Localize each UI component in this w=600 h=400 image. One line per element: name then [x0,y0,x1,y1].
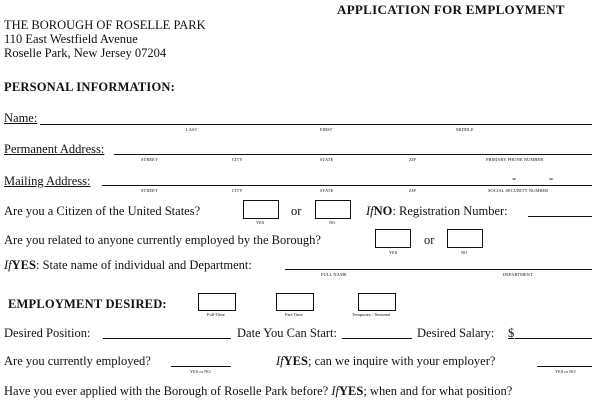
related-yes-label: YES [389,250,398,255]
related-sub-full-name: FULL NAME [321,272,347,277]
name-sub-first: FIRST [320,127,333,132]
perm-sub-city: CITY [232,157,243,162]
citizen-or: or [291,204,302,218]
related-question: Are you related to anyone currently employed by the Borough? [4,233,321,247]
mail-sub-state: STATE [320,188,334,193]
perm-sub-phone: PRIMARY PHONE NUMBER [486,157,544,162]
desired-position-label: Desired Position: [4,326,91,340]
desired-salary-field[interactable] [515,338,592,339]
perm-sub-state: STATE [320,157,334,162]
mailing-address-label: Mailing Address: [4,174,91,188]
name-field[interactable] [40,124,592,125]
part-time-label: Part-Time [285,312,303,317]
citizen-no-label: NO [329,220,336,225]
full-time-label: Full-Time [207,312,225,317]
desired-position-field[interactable] [103,338,231,339]
inquire-if-prefix: If [276,354,284,368]
mailing-address-field[interactable] [102,185,592,186]
related-yes-checkbox[interactable] [375,229,411,248]
citizen-no-checkbox[interactable] [315,200,351,219]
org-city: Roselle Park, New Jersey 07204 [4,46,167,60]
form-title: APPLICATION FOR EMPLOYMENT [337,2,565,17]
full-time-checkbox[interactable] [198,293,236,311]
currently-employed-question: Are you currently employed? [4,354,151,368]
perm-sub-street: STREET [141,157,158,162]
personal-info-heading: PERSONAL INFORMATION: [4,80,175,94]
related-no-label: NO [461,250,468,255]
mail-sub-ssn: SOCIAL SECURITY NUMBER [488,188,549,193]
citizen-yes-label: YES [256,220,265,225]
name-sub-last: LAST [186,127,198,132]
if-yes-word: YES [11,258,36,272]
permanent-address-field[interactable] [114,154,592,155]
name-sub-middle: MIDDLE [456,127,474,132]
inquire-yes-word: YES [283,354,308,368]
applied-if-prefix: If [331,384,339,398]
if-no-word: NO [373,204,393,218]
applied-before-question [4,384,512,398]
if-yes-prefix: If [4,258,12,272]
part-time-checkbox[interactable] [276,293,314,311]
if-yes-related-label [4,258,252,272]
related-sub-department: DEPARTMENT [503,272,533,277]
employment-desired-heading: EMPLOYMENT DESIRED: [8,297,167,311]
applied-rest: ; when and for what position? [363,384,513,398]
inquire-rest: ; can we inquire with your employer? [307,354,496,368]
related-or: or [424,233,435,247]
start-date-field[interactable] [342,338,412,339]
start-date-label: Date You Can Start: [237,326,337,340]
permanent-address-label: Permanent Address: [4,142,105,156]
inquire-employer-hint: YES or NO [555,369,576,374]
inquire-employer-question [276,354,495,368]
citizen-yes-checkbox[interactable] [243,200,279,219]
name-label: Name: [4,111,38,125]
mail-sub-city: CITY [232,188,243,193]
org-street: 110 East Westfield Avenue [4,32,138,46]
inquire-employer-field[interactable] [537,366,592,367]
org-name: THE BOROUGH OF ROSELLE PARK [4,18,206,32]
if-no-rest: : Registration Number: [392,204,508,218]
perm-sub-zip: ZIP [409,157,416,162]
applied-yes-word: YES [338,384,364,398]
ssn-dash-1: - [512,171,517,185]
mail-sub-street: STREET [141,188,158,193]
if-no-prefix: If [366,204,374,218]
registration-number-field[interactable] [528,216,592,217]
applied-q-text: Have you ever applied with the Borough of Roselle Park before? [4,384,329,398]
related-no-checkbox[interactable] [447,229,483,248]
temporary-seasonal-checkbox[interactable] [358,293,396,311]
if-no-label [366,204,508,218]
desired-salary-label: Desired Salary: [417,326,495,340]
if-yes-rest: : State name of individual and Department: [35,258,252,272]
related-name-department-field[interactable] [285,269,592,270]
salary-dollar-sign: $ [508,326,515,340]
currently-employed-hint: YES or NO [190,369,211,374]
ssn-dash-2: - [549,171,554,185]
mail-sub-zip: ZIP [409,188,416,193]
citizen-question: Are you a Citizen of the United States? [4,204,201,218]
currently-employed-field[interactable] [171,366,231,367]
temporary-seasonal-label: Temporary / Seasonal [352,312,391,317]
